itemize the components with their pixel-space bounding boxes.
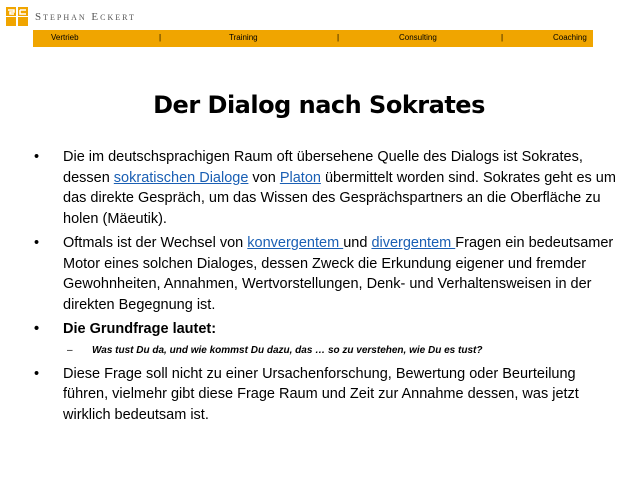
nav-coaching[interactable]: Coaching xyxy=(553,33,587,42)
nav-consulting[interactable]: Consulting xyxy=(399,33,437,42)
bullet-item-grundfrage xyxy=(34,319,624,340)
link-konvergentem[interactable]: konvergentem xyxy=(247,235,344,251)
link-sokratische-dialoge[interactable]: sokratischen Dialoge xyxy=(113,169,249,186)
logo-mark-icon xyxy=(6,7,28,26)
nav-separator: | xyxy=(337,33,340,42)
company-logo[interactable] xyxy=(6,7,136,26)
bullet-icon: • xyxy=(34,235,40,251)
bullet-icon: • xyxy=(34,321,40,337)
bullet-text: übermittelt worden sind. Sokrates geht es um das direkte Gespräch, um das Wissen des Gesprächspartners an die Oberfläche zu holen (Mäeutik). xyxy=(63,169,616,227)
sub-text: Was tust Du da, und wie kommst Du dazu, das … so zu verstehen, wie Du es tust? xyxy=(92,344,483,356)
link-platon[interactable]: Platon xyxy=(279,169,321,186)
brand-name: Stephan Eckert xyxy=(35,10,136,23)
link-divergentem[interactable]: divergentem xyxy=(371,235,456,251)
bullet-text: Die Grundfrage lautet: xyxy=(63,321,217,337)
nav-separator: | xyxy=(159,33,162,42)
slide-content xyxy=(34,147,624,429)
bullet-icon: • xyxy=(34,365,40,382)
nav-separator: | xyxy=(501,33,504,42)
bullet-text: Die im deutschsprachigen Raum oft übersehene Quelle des Dialogs ist Sokrates, dessen xyxy=(63,149,583,186)
bullet-item-questions xyxy=(34,233,624,315)
bullet-text: Oftmals ist der Wechsel von xyxy=(63,235,248,251)
bullet-text: Fragen ein bedeutsamer Motor eines solchen Dialoges, dessen Zweck die Erkundung eigener und fremder xyxy=(63,235,614,272)
dash-icon: – xyxy=(67,344,73,356)
sub-item-question xyxy=(34,344,624,358)
bullet-item-purpose xyxy=(34,364,624,426)
bullet-text: von xyxy=(248,169,280,186)
bullet-text: und xyxy=(343,235,372,251)
bullet-text: Diese Frage soll nicht zu einer Ursachenforschung, Bewertung oder Beurteilung führen, vielmehr gibt diese Frage Raum und Zeit zur Annahme dessen, was jetzt wirklich bedeutsam ist. xyxy=(63,365,579,423)
top-navigation xyxy=(33,30,593,47)
nav-training[interactable]: Training xyxy=(229,33,258,42)
slide-title: Der Dialog nach Sokrates xyxy=(153,91,485,119)
bullet-text: Gewohnheiten, Annahmen, Wertvorstellungen, Denk- und Verhaltensweisen in der direkten Begegnung ist. xyxy=(63,276,592,313)
bullet-item-socrates xyxy=(34,147,624,229)
bullet-icon: • xyxy=(34,149,40,165)
nav-vertrieb[interactable]: Vertrieb xyxy=(51,33,79,42)
